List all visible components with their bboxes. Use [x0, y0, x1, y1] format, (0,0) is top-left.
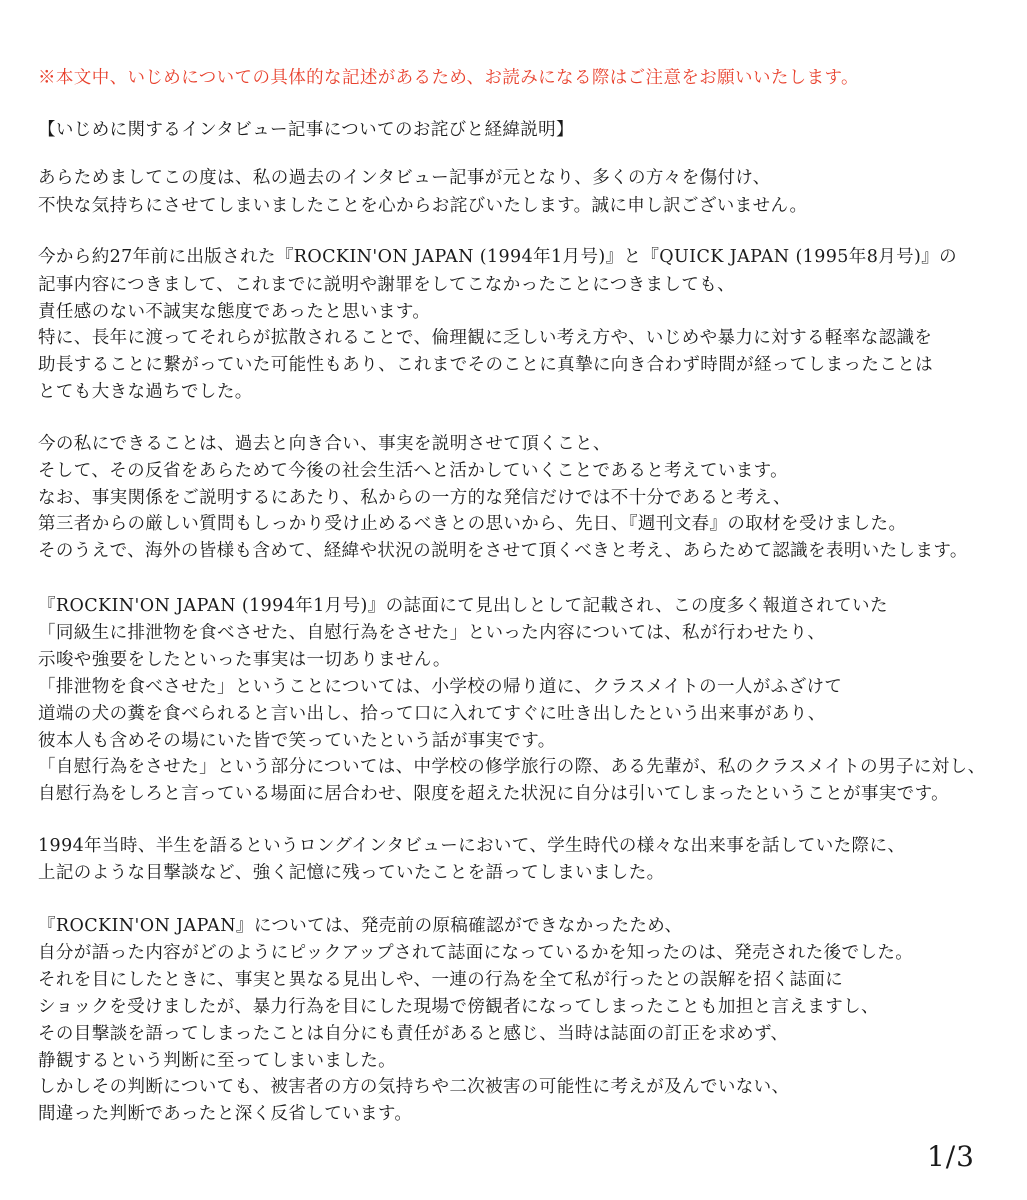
paragraph-2-line-1: 今から約27年前に出版された『ROCKIN'ON JAPAN (1994年1月号)』と『QUICK JAPAN (1995年8月号)』の	[38, 247, 958, 267]
content-warning: ※本文中、いじめについての具体的な記述があるため、お読みになる際はご注意をお願いいたします。	[38, 68, 859, 88]
paragraph-3-line-4: 第三者からの厳しい質問もしっかり受け止めるべきとの思いから、先日、『週刊文春』の取材を受けました。	[38, 514, 907, 534]
paragraph-2-line-3: 責任感のない不誠実な態度であったと思います。	[38, 302, 431, 322]
paragraph-3-line-5: そのうえで、海外の皆様も含めて、経緯や状況の説明をさせて頂くべきと考え、あらためて認識を表明いたします。	[38, 541, 968, 561]
page-number: 1/3	[926, 1140, 975, 1173]
paragraph-5-line-1: 1994年当時、半生を語るというロングインタビューにおいて、学生時代の様々な出来事を話していた際に、	[38, 836, 906, 856]
paragraph-4-line-6: 彼本人も含めその場にいた皆で笑っていたという話が事実です。	[38, 731, 556, 751]
paragraph-6-line-7: しかしその判断についても、被害者の方の気持ちや二次被害の可能性に考えが及んでいない、	[38, 1077, 790, 1097]
paragraph-6-line-1: 『ROCKIN'ON JAPAN』については、発売前の原稿確認ができなかったため、	[38, 916, 683, 936]
paragraph-2-line-6: とても大きな過ちでした。	[38, 382, 253, 402]
paragraph-4-line-7: 「自慰行為をさせた」という部分については、中学校の修学旅行の際、ある先輩が、私のクラスメイトの男子に対し、	[38, 757, 986, 777]
paragraph-2-line-4: 特に、長年に渡ってそれらが拡散されることで、倫理観に乏しい考え方や、いじめや暴力に対する軽率な認識を	[38, 328, 933, 348]
paragraph-3-line-2: そして、その反省をあらためて今後の社会生活へと活かしていくことであると考えています。	[38, 461, 789, 481]
paragraph-1-line-1: あらためましてこの度は、私の過去のインタビュー記事が元となり、多くの方々を傷付け、	[38, 168, 771, 188]
statement-heading: 【いじめに関するインタビュー記事についてのお詫びと経緯説明】	[38, 120, 574, 140]
paragraph-1-line-2: 不快な気持ちにさせてしまいましたことを心からお詫びいたします。誠に申し訳ございません。	[38, 196, 808, 216]
paragraph-3-line-3: なお、事実関係をご説明するにあたり、私からの一方的な発信だけでは不十分であると考え、	[38, 488, 791, 508]
paragraph-4-line-4: 「排泄物を食べさせた」ということについては、小学校の帰り道に、クラスメイトの一人がふざけて	[38, 677, 843, 697]
paragraph-6-line-6: 静観するという判断に至ってしまいました。	[38, 1051, 396, 1071]
paragraph-4-line-2: 「同級生に排泄物を食べさせた、自慰行為をさせた」といった内容については、私が行わせたり、	[38, 623, 826, 643]
paragraph-6-line-3: それを目にしたときに、事実と異なる見出しや、一連の行為を全て私が行ったとの誤解を招く誌面に	[38, 970, 844, 990]
paragraph-5-line-2: 上記のような目撃談など、強く記憶に残っていたことを語ってしまいました。	[38, 863, 665, 883]
paragraph-4-line-5: 道端の犬の糞を食べられると言い出し、拾って口に入れてすぐに吐き出したという出来事があり、	[38, 704, 826, 724]
paragraph-6-line-4: ショックを受けましたが、暴力行為を目にした現場で傍観者になってしまったことも加担と言えますし、	[38, 997, 879, 1017]
paragraph-3-line-1: 今の私にできることは、過去と向き合い、事実を説明させて頂くこと、	[38, 434, 611, 454]
paragraph-6-line-8: 間違った判断であったと深く反省しています。	[38, 1104, 413, 1124]
paragraph-6-line-5: その目撃談を語ってしまったことは自分にも責任があると感じ、当時は誌面の訂正を求めず、	[38, 1024, 789, 1044]
paragraph-2-line-2: 記事内容につきまして、これまでに説明や謝罪をしてこなかったことにつきましても、	[38, 275, 736, 295]
paragraph-6-line-2: 自分が語った内容がどのようにピックアップされて誌面になっているかを知ったのは、発売された後でした。	[38, 943, 914, 963]
paragraph-4-line-3: 示唆や強要をしたといった事実は一切ありません。	[38, 650, 451, 670]
paragraph-2-line-5: 助長することに繋がっていた可能性もあり、これまでそのことに真摯に向き合わず時間が経ってしまったことは	[38, 355, 933, 375]
paragraph-4-line-1: 『ROCKIN'ON JAPAN (1994年1月号)』の誌面にて見出しとして記載され、この度多く報道されていた	[38, 596, 888, 616]
paragraph-4-line-8: 自慰行為をしろと言っている場面に居合わせ、限度を超えた状況に自分は引いてしまったということが事実です。	[38, 784, 949, 804]
